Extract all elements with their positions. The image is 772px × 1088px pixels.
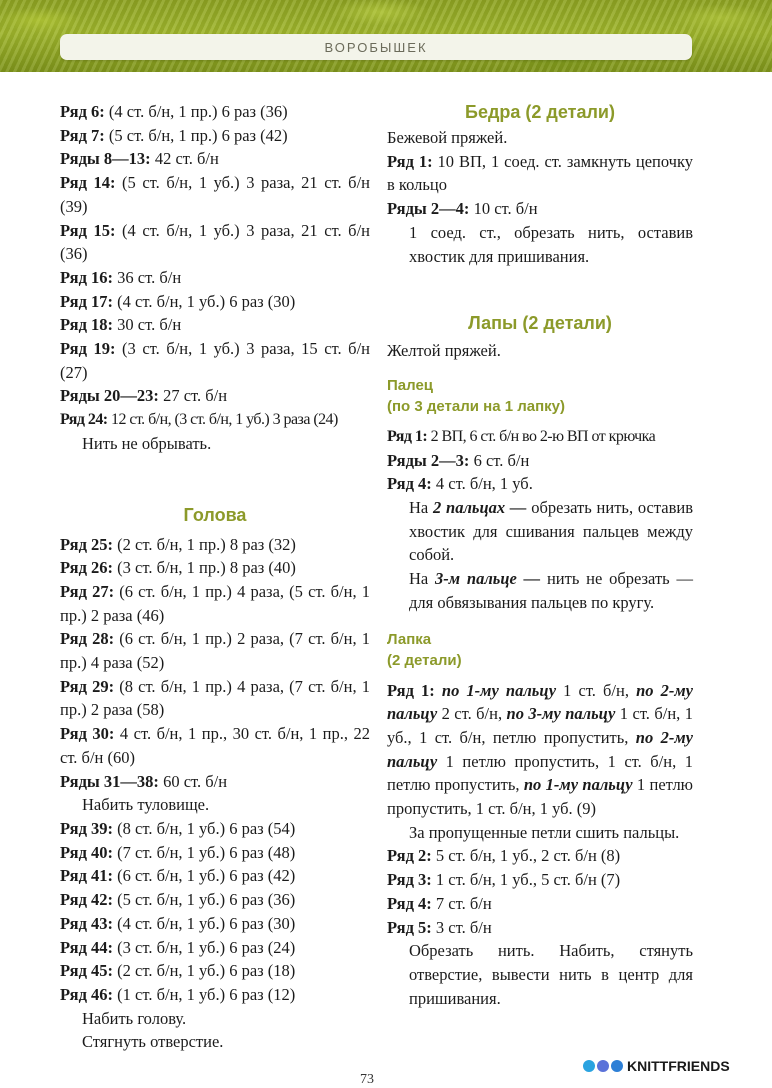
instruction-note: 1 соед. ст., обрезать нить, оставив хвостик для пришивания. xyxy=(409,222,693,266)
telegram-icon xyxy=(583,1060,595,1072)
subsection-subtitle-finger: (по 3 детали на 1 лапку) xyxy=(387,397,566,415)
pattern-row: Ряд 24: 12 ст. б/н, (3 ст. б/н, 1 уб.) 3 раза (24) xyxy=(60,411,338,429)
pattern-row: Ряд 45: (2 ст. б/н, 1 уб.) 6 раз (18) xyxy=(60,961,296,981)
pattern-row: Ряд 39: (8 ст. б/н, 1 уб.) 6 раз (54) xyxy=(60,818,296,838)
pattern-row: Ряды 2—3: 6 ст. б/н xyxy=(387,450,530,470)
watermark-text: KNITTFRIENDS xyxy=(627,1058,730,1074)
instruction-note: Набить туловище. xyxy=(82,795,210,815)
pattern-row: Ряды 31—38: 60 ст. б/н xyxy=(60,771,228,791)
pattern-row: Ряд 30: 4 ст. б/н, 1 пр., 30 ст. б/н, 1 пр., 22 ст. б/н (60) xyxy=(60,724,370,767)
instruction-note: За пропущенные петли сшить пальцы. xyxy=(409,822,680,842)
pattern-row: Ряды 8—13: 42 ст. б/н xyxy=(60,149,219,169)
instruction-note: Нить не обрывать. xyxy=(82,433,212,453)
pattern-row: Ряд 6: (4 ст. б/н, 1 пр.) 6 раз (36) xyxy=(60,102,288,121)
section-title-head: Голова xyxy=(183,504,247,525)
subsection-subtitle-paw: (2 детали) xyxy=(387,651,462,669)
watermark xyxy=(583,1058,730,1074)
pattern-row: Ряд 5: 3 ст. б/н xyxy=(387,917,492,937)
pattern-row: Ряд 18: 30 ст. б/н xyxy=(60,315,182,335)
pattern-row: Ряд 19: (3 ст. б/н, 1 уб.) 3 раза, 15 ст. б/н (27) xyxy=(60,339,370,382)
instruction-note: На 2 пальцах — обрезать нить, оставив хвостик для сшивания пальцев между собой. xyxy=(409,498,693,565)
pattern-row: Ряд 25: (2 ст. б/н, 1 пр.) 8 раз (32) xyxy=(60,534,296,554)
pattern-row: Ряд 2: 5 ст. б/н, 1 уб., 2 ст. б/н (8) xyxy=(387,846,621,866)
subsection-title-finger: Палец xyxy=(387,376,434,394)
header-banner xyxy=(0,0,772,72)
yarn-note: Желтой пряжей. xyxy=(387,341,501,361)
yarn-note: Бежевой пряжей. xyxy=(387,128,508,147)
right-column xyxy=(387,100,693,1010)
pattern-row: Ряд 40: (7 ст. б/н, 1 уб.) 6 раз (48) xyxy=(60,842,296,862)
viber-icon xyxy=(597,1060,609,1072)
pattern-row: Ряд 17: (4 ст. б/н, 1 уб.) 6 раз (30) xyxy=(60,291,296,311)
pattern-row: Ряд 7: (5 ст. б/н, 1 пр.) 6 раз (42) xyxy=(60,125,288,145)
left-column xyxy=(60,100,370,1054)
pattern-row: Ряд 4: 7 ст. б/н xyxy=(387,893,492,913)
instruction-note: Стягнуть отверстие. xyxy=(82,1032,224,1052)
pattern-row: Ряд 15: (4 ст. б/н, 1 уб.) 3 раза, 21 ст. б/н (36) xyxy=(60,220,370,264)
instruction-note: Обрезать нить. Набить, стянуть отверстие, вывести нить в центр для пришивания. xyxy=(409,941,693,1008)
pattern-row: Ряд 3: 1 ст. б/н, 1 уб., 5 ст. б/н (7) xyxy=(387,870,621,890)
page-title: ВОРОБЫШЕК xyxy=(324,39,428,55)
pattern-row: Ряд 16: 36 ст. б/н xyxy=(60,267,182,287)
vk-icon xyxy=(611,1060,623,1072)
title-bar xyxy=(60,34,692,60)
pattern-row: Ряд 43: (4 ст. б/н, 1 уб.) 6 раз (30) xyxy=(60,913,296,933)
page-number: 73 xyxy=(360,1072,374,1087)
pattern-row: Ряд 42: (5 ст. б/н, 1 уб.) 6 раз (36) xyxy=(60,890,296,910)
pattern-row: Ряд 14: (5 ст. б/н, 1 уб.) 3 раза, 21 ст. б/н (39) xyxy=(60,173,370,216)
section-title-hips: Бедра (2 детали) xyxy=(465,102,615,122)
subsection-title-paw: Лапка xyxy=(387,630,432,648)
pattern-row: Ряд 26: (3 ст. б/н, 1 пр.) 8 раз (40) xyxy=(60,558,296,578)
pattern-row: Ряд 1: 10 ВП, 1 соед. ст. замкнуть цепочку в кольцо xyxy=(387,151,693,195)
pattern-row: Ряд 28: (6 ст. б/н, 1 пр.) 2 раза, (7 ст. б/н, 1 пр.) 4 раза (52) xyxy=(60,629,370,673)
pattern-row: Ряды 20—23: 27 ст. б/н xyxy=(60,386,228,406)
pattern-row: Ряд 1: 2 ВП, 6 ст. б/н во 2-ю ВП от крючка xyxy=(387,427,656,445)
instruction-note: На 3-м пальце — нить не обрезать — для обвязывания пальцев по кругу. xyxy=(409,569,693,612)
instruction-note: Набить голову. xyxy=(82,1008,187,1028)
section-title-paws: Лапы (2 детали) xyxy=(468,313,612,334)
pattern-row: Ряд 44: (3 ст. б/н, 1 уб.) 6 раз (24) xyxy=(60,937,296,957)
pattern-row: Ряд 4: 4 ст. б/н, 1 уб. xyxy=(387,474,533,494)
pattern-row: Ряд 29: (8 ст. б/н, 1 пр.) 4 раза, (7 ст. б/н, 1 пр.) 2 раза (58) xyxy=(60,676,370,720)
pattern-row: Ряд 27: (6 ст. б/н, 1 пр.) 4 раза, (5 ст. б/н, 1 пр.) 2 раза (46) xyxy=(60,581,370,625)
pattern-row: Ряд 1: по 1-му пальцу 1 ст. б/н, по 2-му пальцу 2 ст. б/н, по 3-му пальцу 1 ст. б/н, 1 уб., 1 ст. б/н, петлю пропустить, по 2-му пальцу 1 петлю пропустить, 1 ст. б/н, 1 петлю пропустить, по 1-му пальцу 1 петлю пропустить, 1 ст. б/н, 1 уб. (9) xyxy=(387,680,694,819)
pattern-row: Ряды 2—4: 10 ст. б/н xyxy=(387,199,538,219)
pattern-row: Ряд 41: (6 ст. б/н, 1 уб.) 6 раз (42) xyxy=(60,866,296,886)
pattern-row: Ряд 46: (1 ст. б/н, 1 уб.) 6 раз (12) xyxy=(60,984,296,1004)
